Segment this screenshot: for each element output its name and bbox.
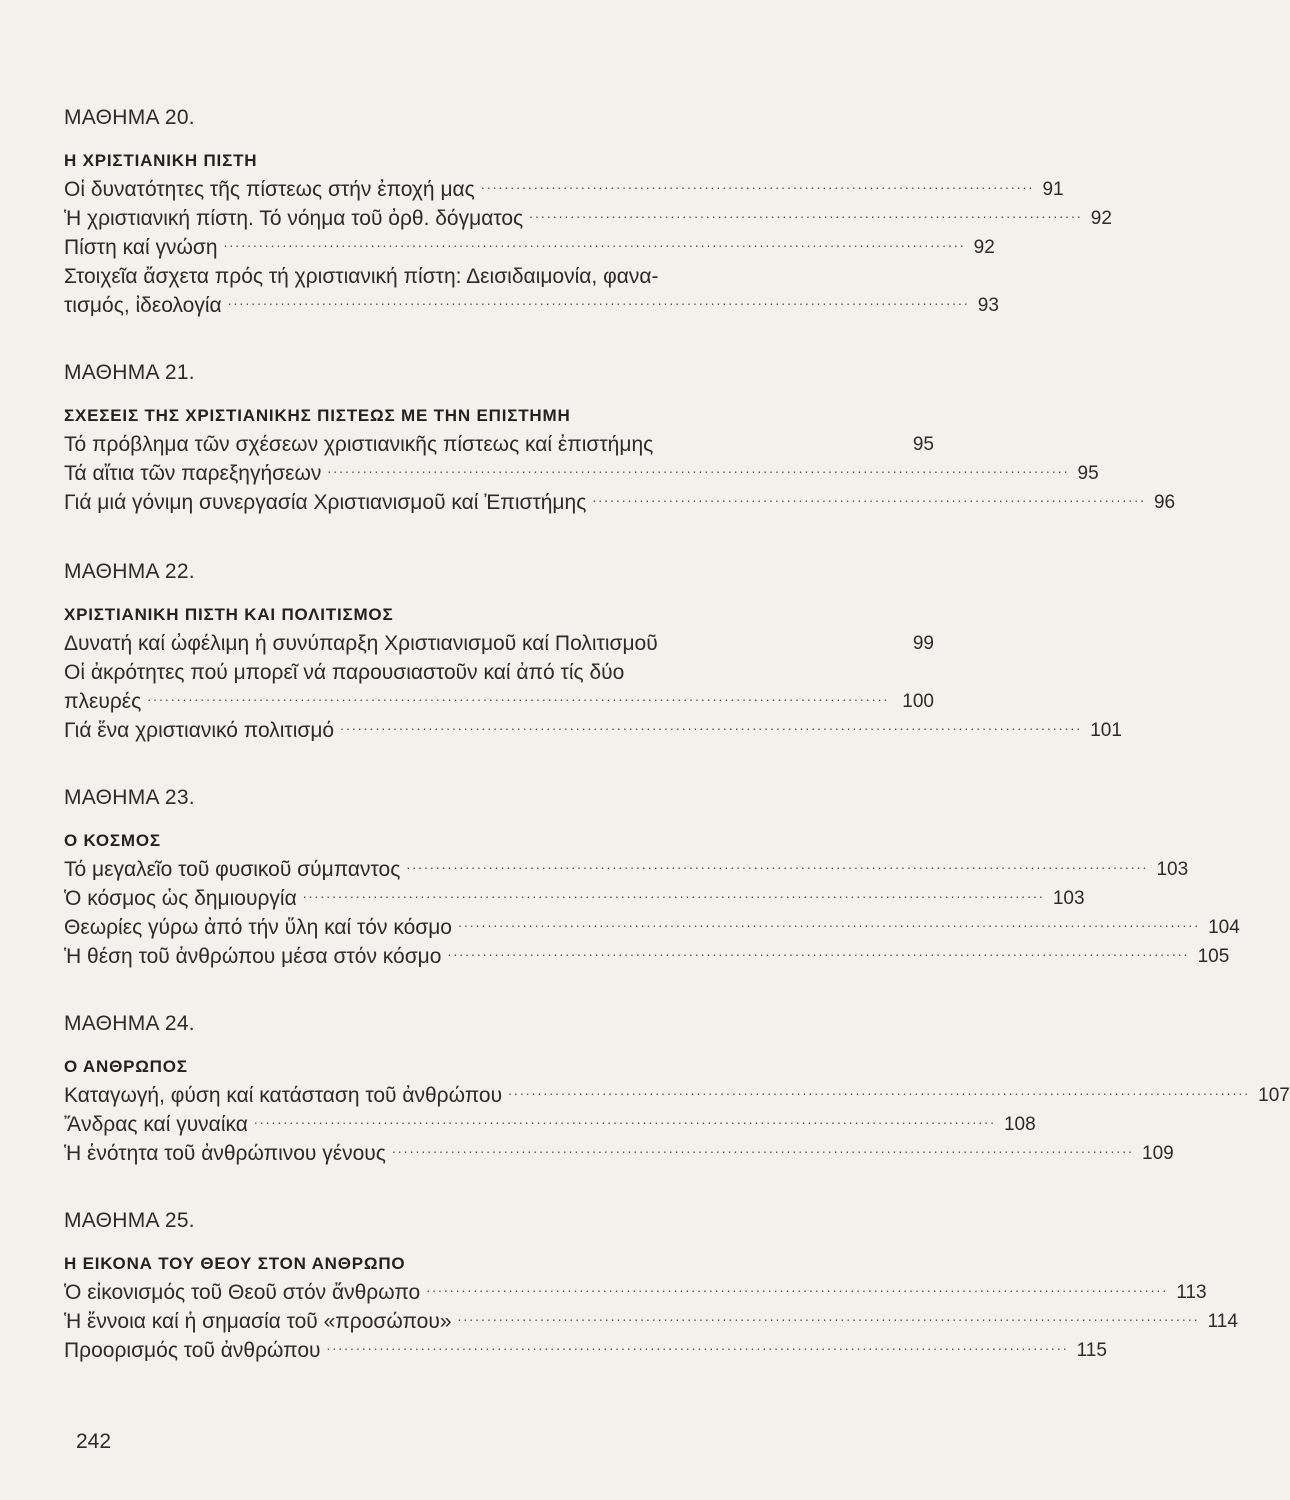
lesson-section	[64, 559, 1122, 745]
entry-title: Θεωρίες γύρω ἀπό τήν ὕλη καί τόν κόσμο	[64, 916, 452, 939]
entry-page-number: 95	[912, 434, 934, 455]
entry-title: Ἡ ἔννοια καί ἡ σημασία τοῦ «προσώπου»	[64, 1310, 452, 1333]
lesson-number: ΜΑΘΗΜΑ 21.	[64, 361, 195, 384]
lesson-heading: ΧΡΙΣΤΙΑΝΙΚΗ ΠΙΣΤΗ ΚΑΙ ΠΟΛΙΤΙΣΜΟΣ	[64, 605, 394, 624]
entry-page-number: 95	[1077, 463, 1099, 484]
lesson-number: ΜΑΘΗΜΑ 25.	[64, 1209, 195, 1232]
entry-page-number: 92	[973, 237, 995, 258]
toc-entry	[64, 716, 1122, 745]
dot-leader: ..............................................................................................................................	[227, 292, 970, 308]
entry-title: Πίστη καί γνώση	[64, 236, 218, 259]
toc-entry	[64, 488, 1176, 517]
entry-title: Τό πρόβλημα τῶν σχέσεων χριστιανικῆς πίστεως καί ἐπιστήμης	[64, 433, 654, 456]
entry-page-number: 107	[1258, 1085, 1290, 1106]
entry-page-number: 91	[1042, 179, 1064, 200]
dot-leader: ..............................................................................................................................	[326, 1337, 1069, 1353]
entry-title: Καταγωγή, φύση καί κατάσταση τοῦ ἀνθρώπου	[64, 1084, 503, 1107]
toc-entry	[64, 1336, 1107, 1365]
entry-page-number: 92	[1090, 208, 1112, 229]
entry-title: Ἄνδρας καί γυναίκα	[64, 1113, 248, 1136]
toc-entry	[64, 629, 934, 658]
entry-page-number: 105	[1197, 946, 1230, 967]
dot-leader: ..............................................................................................................................	[147, 688, 890, 704]
entry-title: πλευρές	[64, 690, 142, 713]
entry-title: Ἡ χριστιανική πίστη. Τό νόημα τοῦ ὀρθ. δόγματος	[64, 207, 524, 230]
entry-page-number: 103	[1156, 859, 1189, 880]
entry-title: Γιά ἕνα χριστιανικό πολιτισμό	[64, 719, 335, 742]
entry-title: Ὁ κόσμος ὡς δημιουργία	[64, 887, 297, 910]
entry-title: Τά αἴτια τῶν παρεξηγήσεων	[64, 462, 322, 485]
entry-title: Οἱ δυνατότητες τῆς πίστεως στήν ἐποχή μας	[64, 178, 475, 201]
lesson-heading: Η ΕΙΚΟΝΑ ΤΟΥ ΘΕΟΥ ΣΤΟΝ ΑΝΘΡΩΠΟ	[64, 1254, 406, 1273]
entry-title: Ὁ εἰκονισμός τοῦ Θεοῦ στόν ἄνθρωπο	[64, 1281, 421, 1304]
dot-leader: ..............................................................................................................................	[458, 914, 1201, 930]
toc-entry	[64, 1139, 1174, 1168]
lesson-number: ΜΑΘΗΜΑ 20.	[64, 106, 195, 129]
lesson-section	[64, 785, 1240, 971]
dot-leader: ..............................................................................................................................	[391, 1140, 1135, 1156]
entry-title: Γιά μιά γόνιμη συνεργασία Χριστιανισμοῦ καί Ἐπιστήμης	[64, 491, 587, 514]
lesson-heading: ΣΧΕΣΕΙΣ ΤΗΣ ΧΡΙΣΤΙΑΝΙΚΗΣ ΠΙΣΤΕΩΣ ΜΕ ΤΗΝ ΕΠΙΣΤΗΜΗ	[64, 406, 571, 425]
lesson-number: ΜΑΘΗΜΑ 24.	[64, 1012, 195, 1035]
entry-title: Ἡ θέση τοῦ ἀνθρώπου μέσα στόν κόσμο	[64, 945, 442, 968]
lesson-heading: Ο ΚΟΣΜΟΣ	[64, 831, 161, 850]
entry-page-number: 103	[1052, 888, 1085, 909]
table-of-contents	[64, 105, 1290, 1405]
dot-leader: ..............................................................................................	[592, 489, 1146, 505]
lesson-heading: Η ΧΡΙΣΤΙΑΝΙΚΗ ΠΙΣΤΗ	[64, 151, 258, 170]
entry-page-number: 96	[1153, 492, 1176, 513]
dot-leader: ..............................................................................................	[529, 205, 1083, 221]
entry-page-number: 113	[1176, 1282, 1207, 1303]
dot-leader: ..............................................................................................................................	[302, 885, 1045, 901]
dot-leader: ..............................................................................................................................	[508, 1082, 1251, 1098]
entry-page-number: 114	[1207, 1311, 1238, 1332]
lesson-section	[64, 105, 1112, 320]
dot-leader: ..............................................................................................................................	[406, 856, 1149, 872]
lesson-number: ΜΑΘΗΜΑ 23.	[64, 786, 195, 809]
dot-leader: ..............................................................................................................................	[457, 1308, 1200, 1324]
toc-entry	[64, 942, 1230, 971]
dot-leader: ..............................................................................................................................	[223, 234, 966, 250]
entry-title: Δυνατή καί ὠφέλιμη ἡ συνύπαρξη Χριστιανισμοῦ καί Πολιτισμοῦ	[64, 632, 658, 655]
lesson-section	[64, 1208, 1238, 1365]
entry-page-number: 93	[977, 295, 999, 316]
entry-title: Στοιχεῖα ἄσχετα πρός τή χριστιανική πίστη: Δεισιδαιμονία, φανα-	[64, 265, 659, 288]
dot-leader: ..............................................................................................................................	[253, 1111, 996, 1127]
dot-leader: ..............................................................................................................................	[340, 717, 1083, 733]
entry-page-number: 108	[1003, 1114, 1036, 1135]
lesson-section	[64, 360, 1176, 517]
entry-title: τισμός, ἰδεολογία	[64, 294, 222, 317]
entry-title: Προορισμός τοῦ ἀνθρώπου	[64, 1339, 321, 1362]
dot-leader: ..............................................................................................................................	[327, 460, 1070, 476]
entry-page-number: 115	[1076, 1340, 1107, 1361]
entry-title: Ἡ ἑνότητα τοῦ ἀνθρώπινου γένους	[64, 1142, 386, 1165]
dot-leader: ..............................................................................................	[480, 176, 1035, 192]
dot-leader: ..............................................................................................................................	[447, 943, 1190, 959]
entry-page-number: 101	[1090, 720, 1122, 741]
lesson-section	[64, 1011, 1290, 1168]
toc-entry	[64, 233, 995, 262]
lesson-heading: Ο ΑΝΘΡΩΠΟΣ	[64, 1057, 188, 1076]
entry-page-number: 104	[1208, 917, 1240, 938]
lesson-number: ΜΑΘΗΜΑ 22.	[64, 560, 195, 583]
entry-page-number: 109	[1142, 1143, 1174, 1164]
entry-title: Οἱ ἀκρότητες πού μπορεῖ νά παρουσιαστοῦν καί ἀπό τίς δύο	[64, 661, 625, 684]
entry-page-number: 99	[912, 633, 934, 654]
toc-entry	[64, 291, 999, 320]
entry-title: Τό μεγαλεῖο τοῦ φυσικοῦ σύμπαντος	[64, 858, 401, 881]
entry-page-number: 100	[902, 691, 934, 712]
page-number: 242	[76, 1430, 112, 1453]
dot-leader: ..............................................................................................................................	[426, 1279, 1169, 1295]
